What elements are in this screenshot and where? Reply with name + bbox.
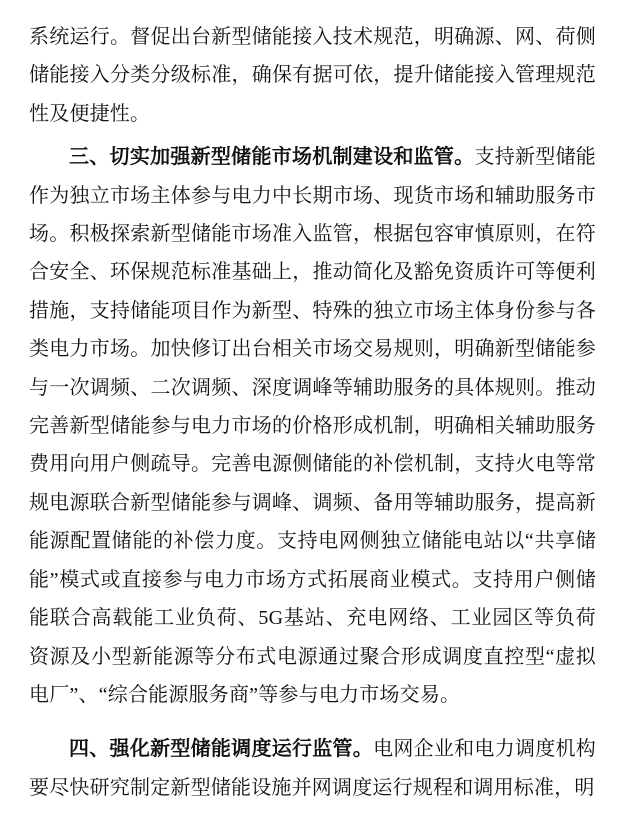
paragraph-continuation-text: 系统运行。督促出台新型储能接入技术规范，明确源、网、荷侧储能接入分类分级标准，确保有据可依，提升储能接入管理规范性及便捷性。 [29,26,596,125]
paragraph-section-3 [29,138,596,714]
paragraph-section-4 [29,730,596,807]
paragraph-continuation [29,18,596,133]
section-4-body-text: 电网企业和电力调度机构要尽快研究制定新型储能设施并网调度运行规程和调用标准，明 [29,738,596,799]
section-3-body-text: 支持新型储能作为独立市场主体参与电力中长期市场、现货市场和辅助服务市场。积极探索新型储能市场准入监管，根据包容审慎原则，在符合安全、环保规范标准基础上，推动简化及豁免资质许可等便利措施，支持储能项目作为新型、特殊的独立市场主体身份参与各类电力市场。加快修订出台相关市场交易规则，明确新型储能参与一次调频、二次调频、深度调峰等辅助服务的具体规则。推动完善新型储能参与电力市场的价格形成机制，明确相关辅助服务费用向用户侧疏导。完善电源侧储能的补偿机制，支持火电等常规电源联合新型储能参与调峰、调频、备用等辅助服务，提高新能源配置储能的补偿力度。支持电网侧独立储能电站以“共享储能”模式或直接参与电力市场方式拓展商业模式。支持用户侧储能联合高载能工业负荷、5G基站、充电网络、工业园区等负荷资源及小型新能源等分布式电源通过聚合形成调度直控型“虚拟电厂”、“综合能源服务商”等参与电力市场交易。 [29,146,596,706]
section-3-heading: 三、切实加强新型储能市场机制建设和监管。 [69,146,475,169]
section-4-heading: 四、强化新型储能调度运行监管。 [69,738,374,761]
